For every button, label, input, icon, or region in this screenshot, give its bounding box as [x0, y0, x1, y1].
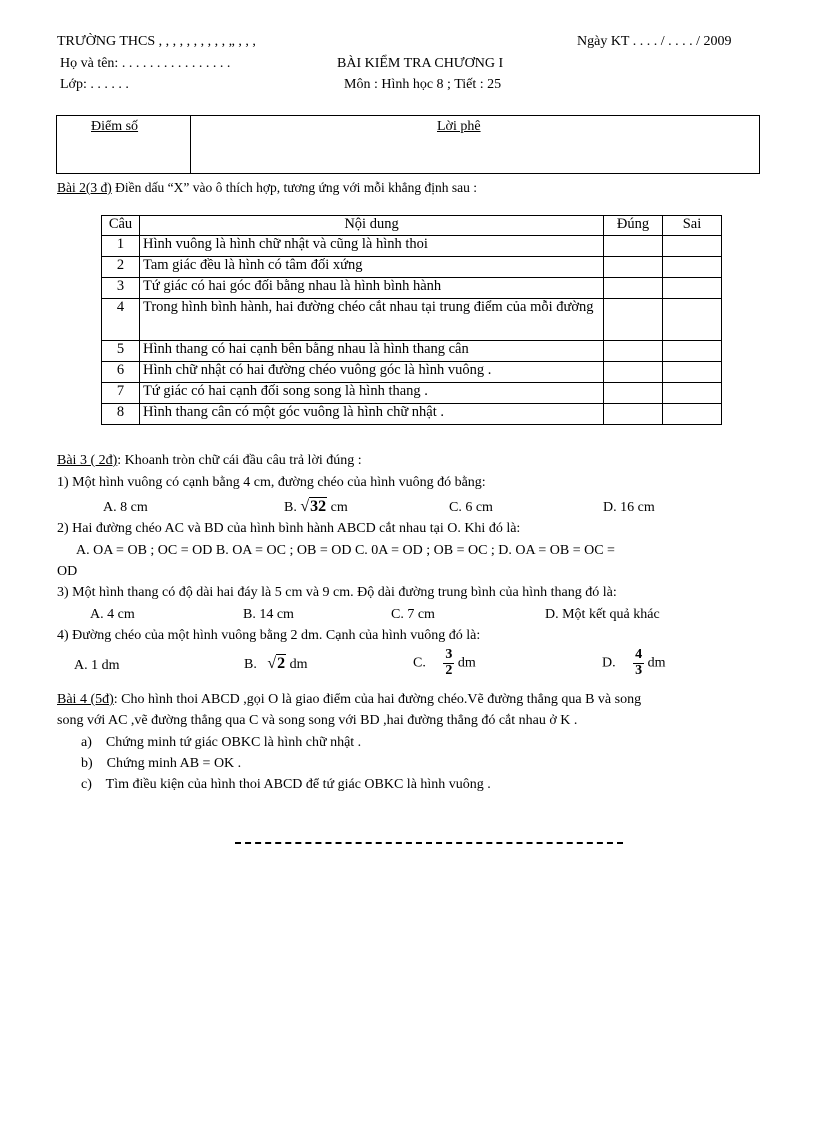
student-name-line: Họ và tên: . . . . . . . . . . . . . . . .	[60, 56, 231, 71]
dung-cell[interactable]	[604, 341, 663, 362]
true-false-table	[101, 215, 722, 425]
dung-cell[interactable]	[604, 404, 663, 425]
sai-cell[interactable]	[663, 362, 722, 383]
row-content: Trong hình bình hành, hai đường chéo cắt nhau tại trung điểm của mỗi đường	[140, 299, 604, 341]
row-number: 3	[102, 278, 140, 299]
row-content: Hình thang có hai cạnh bên bằng nhau là hình thang cân	[140, 341, 604, 362]
q2-options-cont: OD	[57, 564, 78, 579]
grade-box	[56, 115, 760, 174]
table-row	[102, 362, 722, 383]
bai2-instruction: Điền dấu “X” vào ô thích hợp, tương ứng với mỗi khẳng định sau :	[111, 180, 477, 195]
end-divider	[235, 842, 623, 844]
row-number: 4	[102, 299, 140, 341]
school-name: TRƯỜNG THCS , , , , , , , , , , „ , , ,	[57, 34, 256, 49]
q4-c-fraction	[443, 648, 454, 678]
row-content: Hình chữ nhật có hai đường chéo vuông góc là hình vuông .	[140, 362, 604, 383]
sai-cell[interactable]	[663, 236, 722, 257]
q4-c-unit: dm	[457, 655, 476, 671]
q4-option-b[interactable]	[244, 654, 308, 674]
q3-option-a[interactable]: A. 4 cm	[90, 607, 135, 622]
row-number: 8	[102, 404, 140, 425]
row-number: 7	[102, 383, 140, 404]
table-row	[102, 404, 722, 425]
q4-c-prefix: C.	[413, 655, 426, 671]
sqrt-icon: √32	[300, 498, 327, 515]
bai4-item-b	[81, 756, 241, 773]
q4-c-numerator: 3	[445, 647, 453, 662]
comment-label: Lời phê	[437, 119, 481, 134]
header-cau: Câu	[102, 216, 140, 236]
item-label: a)	[81, 735, 92, 750]
q1-option-c[interactable]: C. 6 cm	[449, 500, 493, 515]
dung-cell[interactable]	[604, 362, 663, 383]
table-row	[102, 257, 722, 278]
q2-text: 2) Hai đường chéo AC và BD của hình bình hành ABCD cắt nhau tại O. Khi đó là:	[57, 521, 521, 536]
row-number: 2	[102, 257, 140, 278]
q1-option-a[interactable]: A. 8 cm	[103, 500, 148, 515]
q4-b-prefix: B.	[244, 657, 257, 672]
subject-line: Môn : Hình học 8 ; Tiết : 25	[344, 77, 502, 92]
q1-option-d[interactable]: D. 16 cm	[603, 500, 655, 515]
q3-option-d[interactable]: D. Một kết quả khác	[545, 607, 660, 622]
q4-d-unit: dm	[647, 655, 666, 671]
q4-b-radicand: 2	[277, 655, 286, 672]
bai3-heading	[57, 453, 362, 470]
q3-option-c[interactable]: C. 7 cm	[391, 607, 435, 622]
row-content: Tam giác đều là hình có tâm đối xứng	[140, 257, 604, 278]
dung-cell[interactable]	[604, 299, 663, 341]
bai4-line1	[57, 692, 641, 709]
item-text: Chứng minh AB = OK .	[106, 756, 242, 771]
header-sai: Sai	[663, 216, 722, 236]
grade-box-divider	[190, 116, 191, 173]
row-content: Tứ giác có hai góc đối bằng nhau là hình bình hành	[140, 278, 604, 299]
table-row	[102, 236, 722, 257]
table-row	[102, 341, 722, 362]
q4-option-a[interactable]: A. 1 dm	[74, 658, 120, 673]
sai-cell[interactable]	[663, 278, 722, 299]
bai4-text-line1: : Cho hình thoi ABCD ,gọi O là giao điểm của hai đường chéo.Vẽ đường thẳng qua B và song	[113, 692, 642, 707]
q3-text: 3) Một hình thang có độ dài hai đáy là 5 cm và 9 cm. Độ dài đường trung bình của hình thang đó là:	[57, 585, 617, 600]
q4-d-prefix: D.	[602, 655, 616, 671]
bai4-line2: song với AC ,vẽ đường thẳng qua C và song song với BD ,hai đường thẳng đó cắt nhau ở K .	[57, 713, 578, 728]
row-content: Tứ giác có hai cạnh đối song song là hình thang .	[140, 383, 604, 404]
q1-option-b[interactable]	[284, 497, 348, 517]
dung-cell[interactable]	[604, 383, 663, 404]
dung-cell[interactable]	[604, 236, 663, 257]
q1-text: 1) Một hình vuông có cạnh bằng 4 cm, đường chéo của hình vuông đó bằng:	[57, 475, 486, 490]
row-number: 5	[102, 341, 140, 362]
class-line: Lớp: . . . . . .	[60, 77, 129, 92]
bai3-title: Bài 3 ( 2đ)	[57, 453, 118, 468]
item-label: c)	[81, 777, 92, 792]
bai4-item-c	[81, 777, 491, 794]
sai-cell[interactable]	[663, 299, 722, 341]
sai-cell[interactable]	[663, 383, 722, 404]
q4-d-numerator: 4	[635, 647, 643, 662]
dung-cell[interactable]	[604, 278, 663, 299]
item-label: b)	[81, 756, 93, 771]
bai4-item-a	[81, 735, 361, 752]
header-noi-dung: Nội dung	[140, 216, 604, 236]
table-header-row	[102, 216, 722, 236]
test-date: Ngày KT . . . . / . . . . / 2009	[577, 34, 732, 49]
row-number: 1	[102, 236, 140, 257]
q4-d-fraction	[633, 648, 644, 678]
sqrt-icon: √2	[267, 655, 286, 672]
score-label: Điểm số	[91, 119, 139, 134]
q4-text: 4) Đường chéo của một hình vuông bằng 2 dm. Cạnh của hình vuông đó là:	[57, 628, 481, 643]
row-content: Hình vuông là hình chữ nhật và cũng là hình thoi	[140, 236, 604, 257]
item-text: Tìm điều kiện của hình thoi ABCD để tứ giác OBKC là hình vuông .	[105, 777, 491, 792]
row-content: Hình thang cân có một góc vuông là hình chữ nhật .	[140, 404, 604, 425]
q4-b-unit: dm	[289, 657, 308, 672]
bai3-instruction: : Khoanh tròn chữ cái đầu câu trả lời đúng :	[117, 453, 362, 468]
q4-option-c[interactable]	[413, 648, 476, 678]
row-number: 6	[102, 362, 140, 383]
q1-b-radicand: 32	[310, 498, 327, 515]
q4-d-denominator: 3	[635, 662, 643, 678]
table-row	[102, 383, 722, 404]
q2-options[interactable]: A. OA = OB ; OC = OD B. OA = OC ; OB = OD C. 0A = OD ; OB = OC ; D. OA = OB = OC =	[76, 543, 615, 558]
bai2-heading	[57, 180, 477, 196]
test-title: BÀI KIỂM TRA CHƯƠNG I	[337, 56, 504, 71]
q1-b-unit: cm	[330, 500, 348, 515]
bai4-title: Bài 4 (5đ)	[57, 692, 114, 707]
sai-cell[interactable]	[663, 257, 722, 278]
sai-cell[interactable]	[663, 404, 722, 425]
table-row	[102, 278, 722, 299]
sai-cell[interactable]	[663, 341, 722, 362]
q1-b-prefix: B.	[284, 500, 297, 515]
table-row	[102, 299, 722, 341]
q4-c-denominator: 2	[445, 662, 453, 678]
dung-cell[interactable]	[604, 257, 663, 278]
bai2-title: Bài 2(3 đ)	[57, 180, 112, 195]
q4-option-d[interactable]	[602, 648, 666, 678]
header-dung: Đúng	[604, 216, 663, 236]
item-text: Chứng minh tứ giác OBKC là hình chữ nhật .	[105, 735, 362, 750]
q3-option-b[interactable]: B. 14 cm	[243, 607, 294, 622]
